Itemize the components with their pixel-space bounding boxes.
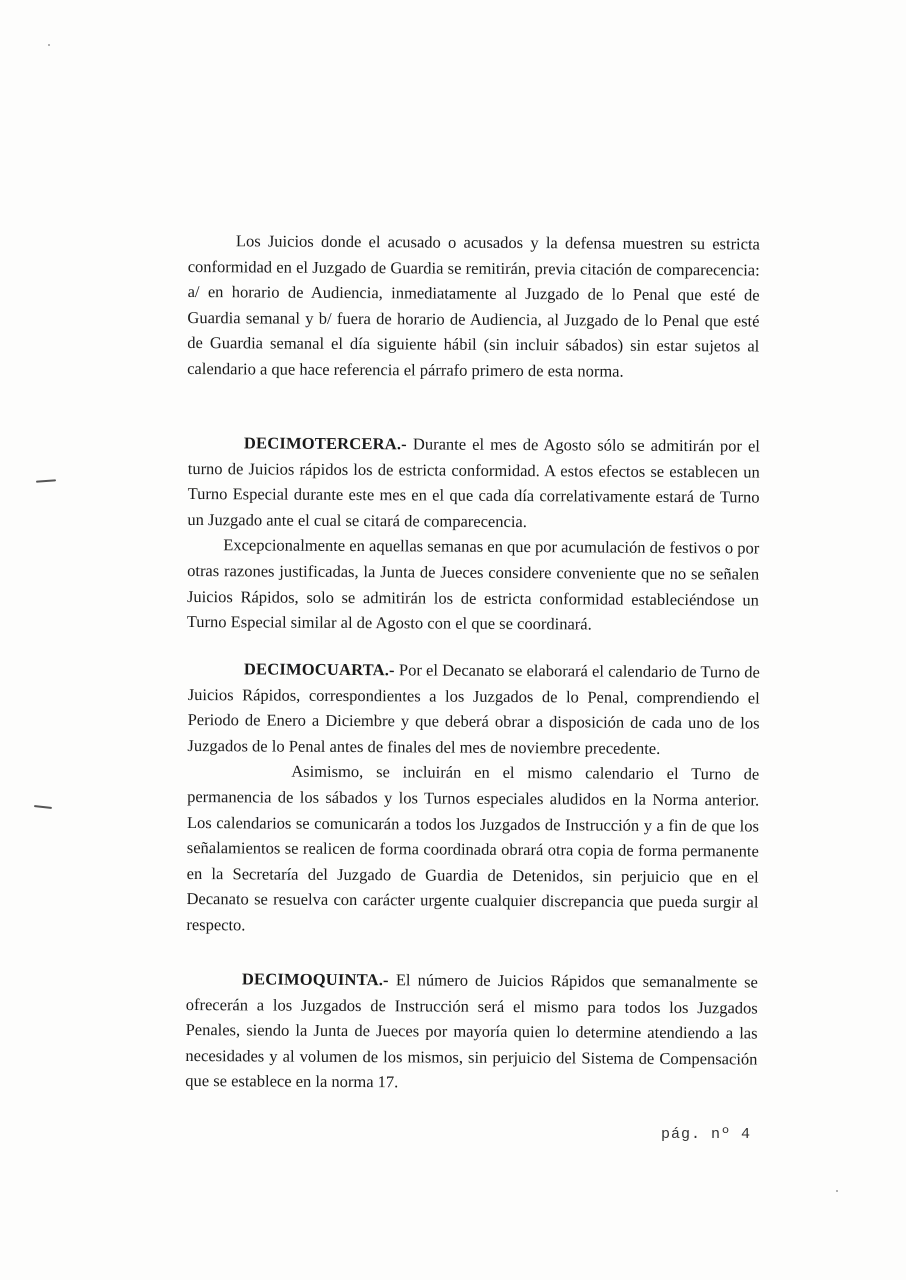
section-paragraph: [187, 656, 760, 762]
section-paragraph: Excepcionalmente en aquellas semanas en que por acumulación de festivos o por otras razones justificadas, la Junta de Jueces considere conveniente que no se señalen Juicios Rápidos, solo se admitirán los de estricta conformidad estableciéndose un Turno Especial similar al de Agosto con el que se coordinará.: [186, 535, 760, 634]
section-decimotercera: [187, 430, 760, 638]
section-text: El número de Juicios Rápidos que semanalmente se ofrecerán a los Juzgados de Instrucción será el mismo para todos los Juzgados Penales, siendo la Junta de Jueces por mayoría quien lo determine atendiendo a las necesidades y al volumen de los mismos, sin perjuicio del Sistema de Compensación que se establece en la norma 17.: [185, 970, 758, 1092]
section-heading: DECIMOQUINTA.-: [241, 969, 389, 990]
section-paragraph: Asimismo, se incluirán en el mismo calendario el Turno de permanencia de los sábados y los Turnos especiales aludidos en la Norma anterior. Los calendarios se comunicarán a todos los Juzgados de Instrucción y a fin de que los señalamientos se realicen de forma coordinada obrará otra copia de forma permanente en la Secretaría del Juzgado de Guardia de Detenidos, sin perjuicio que en el Decanato se resuelva con carácter urgente cualquier discrepancia que pueda surgir al respecto.: [186, 762, 760, 935]
section-decimoquinta: [185, 966, 758, 1097]
scan-mark: [36, 479, 56, 482]
scan-speck: [48, 44, 50, 46]
section-text: Por el Decanato se elaborará el calendario de Turno de Juicios Rápidos, correspondientes a los Juzgados de lo Penal, comprendiendo el Periodo de Enero a Diciembre y que deberá obrar a disposición de cada uno de los Juzgados de lo Penal antes de finales del mes de noviembre precedente.: [187, 660, 760, 758]
intro-paragraph: Los Juicios donde el acusado o acusados y la defensa muestren su estricta conformidad en el Juzgado de Guardia se remitirán, previa citación de comparecencia: a/ en horario de Audiencia, inmediatamente al Juzgado de lo Penal que esté de Guardia semanal y b/ fuera de horario de Audiencia, al Juzgado de lo Penal que esté de Guardia semanal el día siguiente hábil (sin incluir sábados) sin estar sujetos al calendario a que hace referencia el párrafo primero de esta norma.: [187, 231, 760, 381]
section-paragraph: [187, 430, 760, 536]
page-number: pág. nº 4: [661, 1126, 752, 1143]
section-heading: DECIMOTERCERA.-: [243, 433, 407, 454]
section-text: Durante el mes de Agosto sólo se admitirán por el turno de Juicios rápidos los de estricta conformidad. A estos efectos se establecen un Turno Especial durante este mes en el que cada día correlativamente estará de Turno un Juzgado ante el cual se citará de comparecencia.: [187, 434, 760, 531]
scan-speck: [836, 1190, 838, 1192]
section-decimocuarta: [186, 656, 760, 941]
section-heading: DECIMOCUARTA.-: [243, 659, 395, 680]
section-paragraph: [185, 966, 758, 1097]
intro-paragraph-block: [187, 228, 760, 385]
scan-mark: [34, 805, 52, 808]
